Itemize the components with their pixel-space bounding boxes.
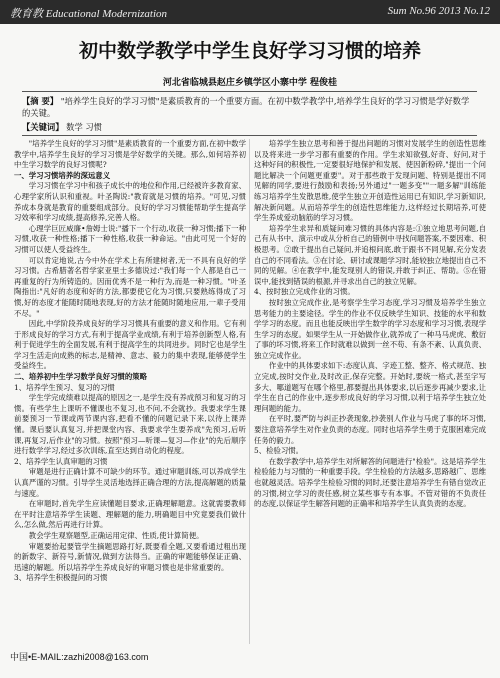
keywords-text: 数学 习惯 — [66, 122, 102, 132]
paragraph: 在数学教学中,培养学生对所解答的问题进行"检验"。这是培养学生检验能力与习惯的一种重要手段。学生检验的方法越多,思路越广、思维也就越灵活。培养学生检验习惯的同时,还要注意培养学生有错自觉改正的习惯,树立学习的责任感,树立某些事专有本事。不管对错的不负责任的态度,以保证学生解答问题的正确率和培养学生认真负责的态度。 — [254, 456, 486, 509]
top-rule — [22, 91, 477, 92]
article-title: 初中数学教学中学生良好学习习惯的培养 — [78, 40, 421, 62]
keywords-label: 【关键词】 — [22, 122, 64, 132]
abstract — [22, 95, 477, 119]
subsection-heading: 3、培养学生积极提问的习惯 — [14, 573, 108, 583]
abstract-text: "培养学生良好的学习习惯"是素质教育的一个重要方面。在初中数学教学中,培养学生良好的学习习惯是学好数学的关键。 — [22, 96, 470, 118]
subsection-heading: 1、培养学生预习、复习的习惯 — [14, 382, 115, 392]
article-author: 河北省临城县赵庄乡镇学区小寨中学 程俊桂 — [162, 78, 338, 88]
subsection-heading: 4、按时独立完成作业的习惯。 — [254, 287, 355, 297]
journal-name: 教育教 Educational Modernization — [10, 8, 168, 20]
paragraph: 在审题时,首先学生应读懂题目要求,正确理解题意。这就需要教师在平时注意培养学生读题、理解题的能力,明确题目中究竟要我们做什么,怎么做,然后再进行计算。 — [14, 499, 246, 530]
paragraph: 因此,中学阶段养成良好的学习习惯具有重要的意义和作用。它有利于形成良好的学习方式,有利于提高学业成绩,有利于培养创新型人格,有利于促进学生的全面发展,有利于提高学生的共同进步。同时它也是学生学习生活走向成熟的标志,是精神、意志、毅力的集中表现,能够使学生受益终生。 — [14, 319, 246, 371]
abstract-label: 【摘 要】 — [22, 96, 59, 106]
paragraph: 培养学生独立思考和善于提出问题的习惯对发展学生的创造性思维以及将来进一步学习都有重要的作用。学生求知欲强,好奇、好问,对于这种好问的积极性,一定要很好地保护和发展、使因新粉碎,"提出一个问题比解决一个问题更重要"。对于那些敢于发现问题、特别是提出不同见解的同学,要进行鼓励和表扬;另外通过"一题多变""一题多解"训练能练习培养学生发散思维,使学生独立开创造性运用已有知识,学习新知识,解决新问题。从而培养学生的创造性思维能力,这样经过长期培养,可使学生养成爱动脑筋的学习习惯。 — [254, 139, 486, 223]
keywords — [22, 121, 477, 133]
paragraph: 在平时,要严防与纠正抄袭现象,抄袭别人作业与马虎了事的坏习惯,要注意培养学生对作业负责的态度。同时也培养学生勇于克服困难完成任务的毅力。 — [254, 414, 486, 445]
subsection-heading: 5、检验习惯。 — [254, 446, 304, 456]
issue-number: Sum No.96 2013 No.12 — [387, 5, 490, 17]
paragraph: 学生学完成绩难以提高的原因之一,是学生没有养成预习和复习的习惯。有些学生上课听不懂课也不复习,也不问,不会就抄。我要求学生课前要预习一节课或两节课内容,把看不懂的问题记录下来,以待上课弄懂。课后要认真复习,并把课堂内容、我要求学生要养成"先预习,后听课,再复习,后作业"的习惯。按照"预习—听课—复习—作业"的先后顺序进行数学学习,经过多次训练,直至达到自动化的程度。 — [14, 393, 246, 456]
paragraph: 审题是进行正确计算不可缺少的环节。通过审题训练,可以养成学生认真严谨的习惯。引导学生灵活地选择正确合理的方法,提高解题的质量与速度。 — [14, 467, 246, 498]
paragraph: 学习习惯在学习中和孩子成长中的地位和作用,已经被许多教育家、心理学家所认识和重视。叶圣陶说:"教育就是习惯的培养。"可见,习惯养成本身就是教育的重要组成部分。良好的学习习惯能帮助学生提高学习效率和学习成绩,提高修养,完善人格。 — [14, 181, 246, 223]
paragraph: 教会学生观察题型,正确运用定律、性质,使计算简便。 — [28, 530, 204, 540]
right-column — [254, 139, 486, 510]
subsection-heading: 2、培养学生认真审题的习惯 — [14, 456, 108, 466]
paragraph: 培养学生求异和质疑问难习惯的具体内容是:①独立地思考问题,自己有从书中、演示中或从分析自己的错例中寻找问题答案,不要因难、积极思考。②敢于提出自己疑问,并追根问底,敢于跟书不同见解,充分发表自己的不同看法。③在讨论、研讨或课题学习时,能较独立地提出自己不同的见解。④在教学中,能发现别人的错误,并敢于纠正、帮助。⑤在错误中,能找到错误的根源,并寻求出自己的独立见解。 — [254, 223, 486, 286]
paragraph: 可以肯定地说,古今中外在学术上有所建树者,无一不具有良好的学习习惯。古希腊著名哲学家亚里士多德说过:"我们每一个人都是自己一再重复的行为所铸造的。因而优秀不是一种行为,而是一种习惯。"叶圣陶指出:"凡好的态度和好的方法,都要使它化为习惯,只要熟练得成了习惯,好的态度才能随时随地表现,好的方法才能随时随地应用,一辈子受用不尽。" — [14, 255, 246, 318]
page-footer: 中国•E-MAIL:zazhi2008@163.com — [10, 652, 149, 662]
section-heading: 一、学习习惯培养的深远意义 — [14, 170, 111, 180]
abstract-rule — [22, 135, 477, 136]
paragraph: 审题要抬起要管学生摘题思路打好,既要看全题,又要看通过粗出现的新数字、新符号,新情况,做到方法得当。正确的审题能够保证正确、迅速的解题。所以培养学生养成良好的审题习惯也是非常重要的。 — [14, 541, 246, 572]
paragraph: 作业中的具体要求如下:态度认真、字迹工整、整齐、格式规范、独立完成,按时交作业,及时改正,保存完整。开始时,要统一格式,甚至字写多大、哪道题写在哪个格里,都要提出具体要求,以后逐步再减少要求,让学生在自己的作业中,逐步形成良好的学习习惯,以利于培养学生独立处理问题的能力。 — [254, 361, 486, 413]
section-heading: 二、培养初中生学习数学良好习惯的策略 — [14, 372, 148, 382]
left-column — [14, 139, 246, 584]
paragraph: "培养学生良好的学习习惯"是素质教育的一个重要方面,在初中数学教学中,培养学生良好的学习习惯是学好数学的关键。那么,如何培养初中生学习数学的良好习惯呢? — [14, 139, 246, 170]
column-divider — [249, 139, 250, 644]
journal-header — [0, 0, 500, 24]
paragraph: 按时独立完成作业,是考察学生学习态度,学习习惯及培养学生独立思考能力的主要途径。学生的作业不仅反映学生知识、技能的水平和数学学习的态度。而且也能反映出学生数学的学习态度和学习习惯,表现学生学习的态度。如果学生从一开始做作业,就养成了一种马马虎虎、敷衍了事的坏习惯,将来工作时就难以做到一丝不苟、有条不紊、认真负责、独立完成作业。 — [254, 297, 486, 360]
paragraph: 心理学巨匠威廉•詹姆士说:"播下一个行动,收获一种习惯;播下一种习惯,收获一种性格;播下一种性格,收获一种命运。"由此可见一个好的习惯可以使人受益终生。 — [14, 223, 246, 254]
